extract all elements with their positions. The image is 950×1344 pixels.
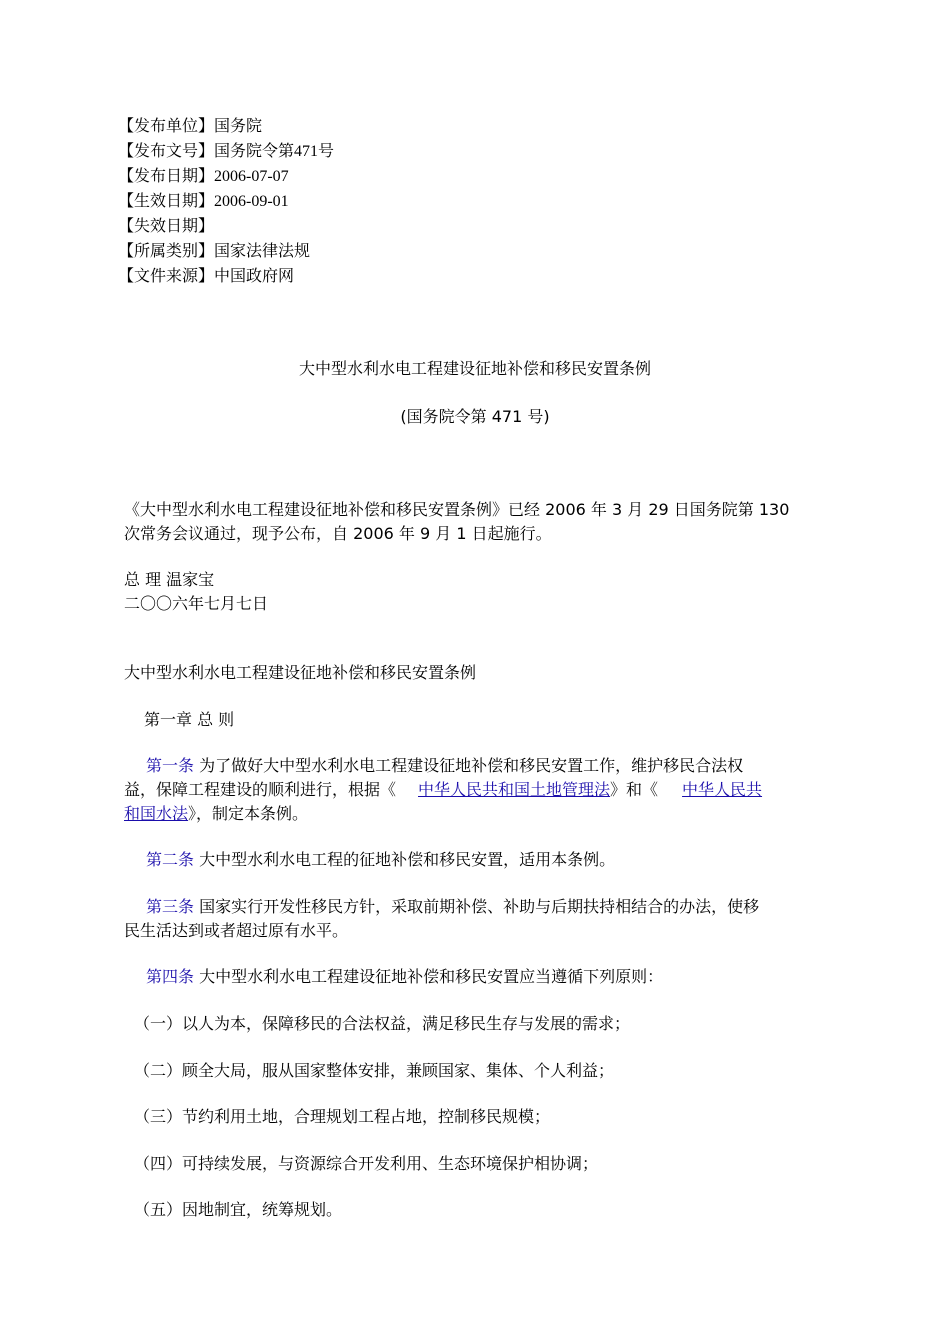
principle-1: （一）以人为本，保障移民的合法权益，满足移民生存与发展的需求； xyxy=(134,1014,631,1033)
article-1-text-1: 为了做好大中型水利水电工程建设征地补偿和移民安置工作，维护移民合法权 xyxy=(194,756,744,775)
article-3-number[interactable]: 第三条 xyxy=(146,897,195,916)
article-2-number[interactable]: 第二条 xyxy=(146,850,195,869)
article-1-line-2 xyxy=(124,780,762,800)
document-subtitle: (国务院令第 471 号) xyxy=(400,407,550,426)
land-management-law-link[interactable]: 中华人民共和国土地管理法 xyxy=(418,780,611,799)
document-title: 大中型水利水电工程建设征地补偿和移民安置条例 xyxy=(298,359,651,378)
article-1-line-1 xyxy=(146,756,743,776)
article-3-text-1: 国家实行开发性移民方针，采取前期补偿、补助与后期扶持相结合的办法，使移 xyxy=(194,897,760,916)
article-1-line-3 xyxy=(124,804,308,824)
principle-2: （二）顾全大局，服从国家整体安排，兼顾国家、集体、个人利益； xyxy=(134,1061,615,1080)
article-2-text: 大中型水利水电工程的征地补偿和移民安置，适用本条例。 xyxy=(194,850,616,869)
meta-issue-date-value: 2006-07-07 xyxy=(214,168,289,185)
meta-effective-date xyxy=(118,191,289,212)
article-4-text: 大中型水利水电工程建设征地补偿和移民安置应当遵循下列原则： xyxy=(194,967,664,986)
regulation-title: 大中型水利水电工程建设征地补偿和移民安置条例 xyxy=(124,663,477,682)
article-4-number[interactable]: 第四条 xyxy=(146,967,195,986)
meta-category: 【所属类别】国家法律法规 xyxy=(118,241,311,260)
article-1-text-2: 益，保障工程建设的顺利进行，根据《 xyxy=(124,780,397,799)
meta-effective-date-value: 2006-09-01 xyxy=(214,193,289,210)
principle-3: （三）节约利用土地，合理规划工程占地，控制移民规模； xyxy=(134,1107,551,1126)
meta-effective-date-label: 【生效日期】 xyxy=(118,191,215,210)
chapter-1-heading: 第一章 总 则 xyxy=(144,710,235,729)
promulgation-line-2: 次常务会议通过，现予公布，自 2006 年 9 月 1 日起施行。 xyxy=(124,524,552,543)
principle-5: （五）因地制宜，统筹规划。 xyxy=(134,1200,343,1219)
meta-source: 【文件来源】中国政府网 xyxy=(118,266,295,285)
promulgation-line-1: 《大中型水利水电工程建设征地补偿和移民安置条例》已经 2006 年 3 月 29 日国务院第 130 xyxy=(124,500,790,519)
meta-publisher: 【发布单位】国务院 xyxy=(118,116,263,135)
water-law-link-part-2[interactable]: 和国水法 xyxy=(124,804,189,823)
article-1-text-3: 》和《 xyxy=(610,780,659,799)
meta-doc-number-suffix: 号 xyxy=(318,141,335,160)
principle-4: （四）可持续发展，与资源综合开发利用、生态环境保护相协调； xyxy=(134,1154,599,1173)
meta-doc-number-label: 【发布文号】国务院令第 xyxy=(118,141,295,160)
meta-expiry-date: 【失效日期】 xyxy=(118,216,215,235)
meta-doc-number-value: 471 xyxy=(294,143,319,160)
article-2 xyxy=(146,850,615,870)
meta-issue-date xyxy=(118,166,289,187)
promulgation-date: 二〇〇六年七月七日 xyxy=(124,594,269,613)
meta-issue-date-label: 【发布日期】 xyxy=(118,166,215,185)
water-law-link-part-1[interactable]: 中华人民共 xyxy=(682,780,763,799)
article-3-line-2: 民生活达到或者超过原有水平。 xyxy=(124,921,349,940)
article-3-line-1 xyxy=(146,897,759,917)
premier-signature: 总 理 温家宝 xyxy=(124,570,215,589)
article-1-text-4: 》，制定本条例。 xyxy=(188,804,309,823)
meta-doc-number xyxy=(118,141,334,162)
article-4 xyxy=(146,967,663,987)
article-1-number[interactable]: 第一条 xyxy=(146,756,195,775)
